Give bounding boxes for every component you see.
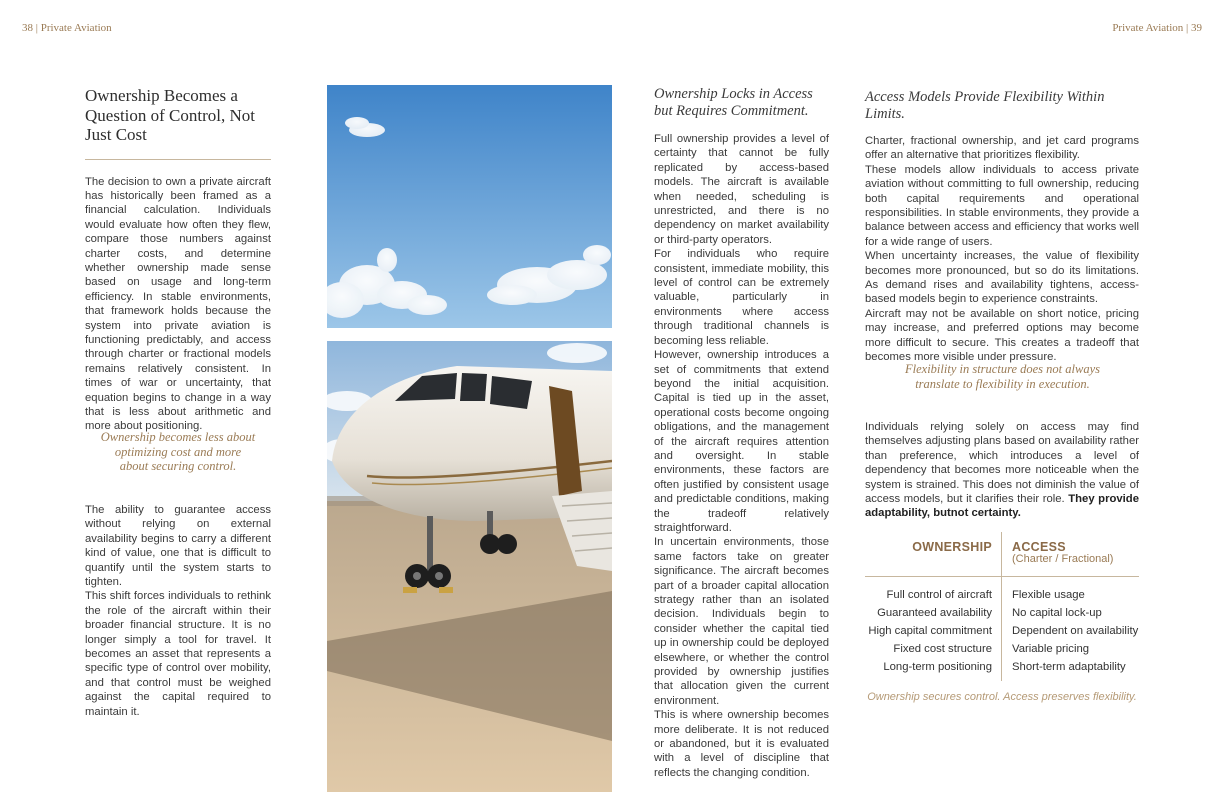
pull-quote-ownership: Ownership becomes less about optimizing cost and more about securing control. bbox=[100, 430, 256, 473]
table-body bbox=[865, 577, 1139, 679]
table-row bbox=[865, 589, 1139, 607]
private-jet-photo bbox=[327, 341, 612, 792]
table-row bbox=[865, 643, 1139, 661]
column-divider bbox=[1001, 532, 1002, 576]
paragraph-dependency bbox=[865, 420, 1139, 521]
ownership-cell: Full control of aircraft bbox=[886, 589, 992, 601]
pull-quote-flexibility: Flexibility in structure does not always translate to flexibility in execution. bbox=[905, 362, 1100, 391]
paragraph-deliberate: This is where ownership becomes more deliberate. It is not reduced or abandoned, but it is evaluated with a level of discipline that reflects the changing condition. bbox=[654, 709, 829, 779]
dependency-text: Individuals relying solely on access may find themselves adjusting plans based on availability rather than preference, which introduces a level of dependency that becomes more noticeable when the system is strained. This does not diminish the value of access models, but it clarifies their role. bbox=[865, 421, 1139, 506]
paragraph-access-guarantee: The ability to guarantee access without relying on external availability begins to carry a different kind of value, one that is difficult to quantify until the system starts to tighten. bbox=[85, 504, 271, 589]
paragraph-certainty: Full ownership provides a level of certainty that cannot be fully replicated by access-based models. The aircraft is available when needed, scheduling is unrestricted, and there is no dependency on market availability or third-party operators. bbox=[654, 133, 829, 246]
access-heading: ACCESS bbox=[1012, 540, 1066, 554]
ownership-heading: OWNERSHIP bbox=[912, 540, 992, 554]
middle-column bbox=[654, 86, 829, 780]
access-cell: Flexible usage bbox=[1012, 589, 1085, 601]
left-column-lower bbox=[85, 503, 271, 719]
table-row bbox=[865, 661, 1139, 679]
left-column bbox=[85, 86, 271, 434]
comparison-table bbox=[865, 532, 1139, 703]
intro-paragraph: The decision to own a private aircraft has historically been framed as a financial calculation. Individuals would evaluate how often they flew, compare those numbers against charter costs, and determine whether ownership made sense based on usage and long-term efficiency. In stable environments, that framework holds because the system into private aviation is functioning predictably, and access through charter or fractional models remains relatively consistent. In times of war or uncertainty, that equation begins to change in a way that is less about arithmetic and more about positioning. bbox=[85, 175, 271, 433]
paragraph-mobility: For individuals who require consistent, immediate mobility, this level of control can be extremely valuable, particularly in environments where access through traditional channels is becoming less reliable. bbox=[654, 248, 829, 347]
right-column bbox=[865, 89, 1139, 365]
sky-photo bbox=[327, 85, 612, 328]
ownership-cell: High capital commitment bbox=[868, 625, 992, 637]
dependency-emphasis: They provide adaptability, butnot certainty. bbox=[865, 493, 1139, 520]
table-caption: Ownership secures control. Access preserves flexibility. bbox=[867, 691, 1137, 703]
paragraph-flexibility-value: When uncertainty increases, the value of flexibility becomes more pronounced, but so do its limitations. As demand rises and availability tightens, access-based models begin to experience constraints. bbox=[865, 250, 1139, 306]
access-cell: Dependent on availability bbox=[1012, 625, 1139, 637]
title-divider bbox=[85, 159, 271, 160]
table-row bbox=[865, 625, 1139, 643]
access-subheading: (Charter / Fractional) bbox=[1012, 553, 1114, 565]
paragraph-access-models: These models allow individuals to access private aviation without committing to full ownership, reducing both capital requirements and operational responsibilities. In stable environments, they provide a balance between access and efficiency that works well for a wide range of users. bbox=[865, 163, 1139, 248]
access-cell: Short-term adaptability bbox=[1012, 661, 1126, 673]
article-title: Ownership Becomes a Question of Control, Not Just Cost bbox=[85, 86, 255, 144]
ownership-cell: Guaranteed availability bbox=[877, 607, 992, 619]
paragraph-commitments: However, ownership introduces a set of commitments that extend beyond the initial acquisition. Capital is tied up in the asset, operational costs become ongoing obligations, and the management of the aircraft requires attention and oversight. In stable environments, these factors are often justified by consistent usage and predictable conditions, making the tradeoff relatively straightforward. bbox=[654, 349, 829, 534]
section-title-access: Access Models Provide Flexibility Within Limits. bbox=[865, 89, 1105, 122]
section-title-ownership: Ownership Locks in Access but Requires Commitment. bbox=[654, 86, 813, 119]
access-cell: No capital lock-up bbox=[1012, 607, 1102, 619]
paragraph-uncertain-environments: In uncertain environments, those same factors take on greater significance. The aircraft becomes part of a broader capital allocation strategy rather than an isolated decision. Individuals begin to consider whether the capital tied up in ownership could be deployed elsewhere, or whether the control provided by ownership justifies that allocation given the current environment. bbox=[654, 536, 829, 707]
paragraph-alternatives: Charter, fractional ownership, and jet card programs offer an alternative that prioritizes flexibility. bbox=[865, 135, 1139, 162]
paragraph-rethink-role: This shift forces individuals to rethink the role of the aircraft within their broader financial structure. It is no longer simply a tool for travel. It becomes an asset that represents a specific type of control over mobility, and that control must be weighed against the capital required to maintain it. bbox=[85, 590, 271, 718]
right-column-lower bbox=[865, 420, 1139, 521]
page-number-left: 38 | Private Aviation bbox=[22, 22, 112, 34]
table-row bbox=[865, 607, 1139, 625]
page-number-right: Private Aviation | 39 bbox=[1112, 22, 1202, 34]
paragraph-short-notice: Aircraft may not be available on short notice, pricing may increase, and preferred options may become more difficult to secure. This creates a tradeoff that becomes more visible under pressure. bbox=[865, 307, 1139, 364]
ownership-cell: Long-term positioning bbox=[883, 661, 992, 673]
ownership-cell: Fixed cost structure bbox=[893, 643, 992, 655]
access-cell: Variable pricing bbox=[1012, 643, 1090, 655]
